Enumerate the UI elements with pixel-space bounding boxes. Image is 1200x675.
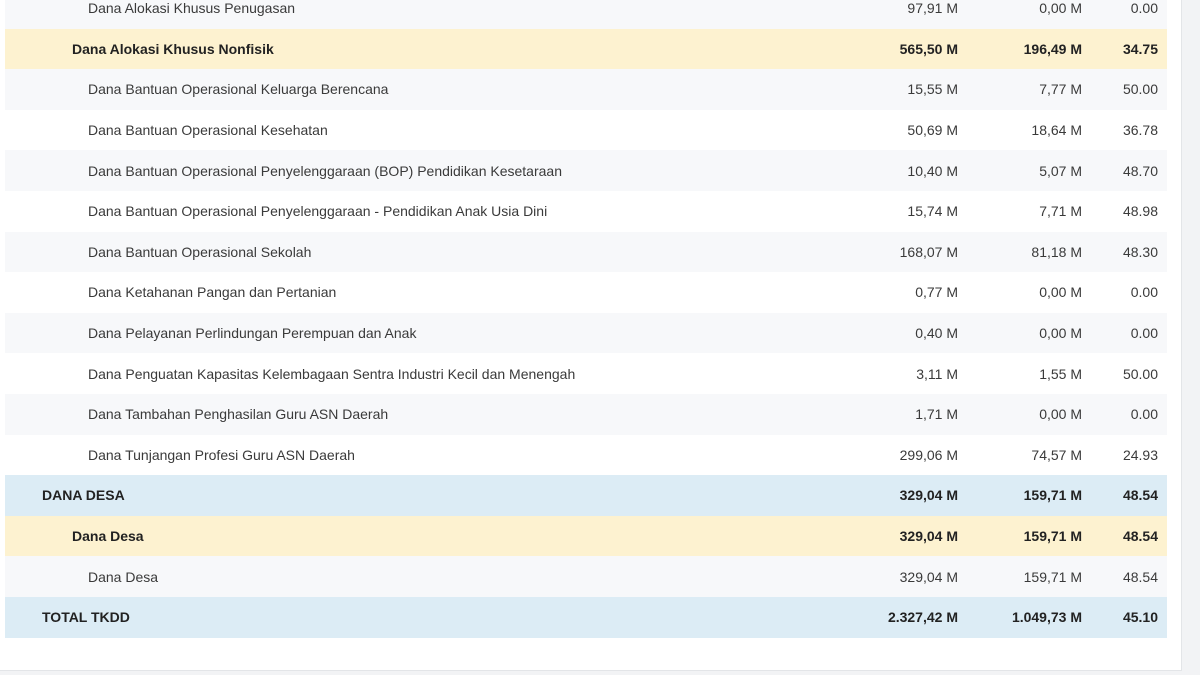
table-row xyxy=(5,394,1167,435)
row-persen: 48.98 xyxy=(1122,203,1158,220)
table-subgroup-row xyxy=(5,516,1167,557)
row-persen: 48.54 xyxy=(1122,568,1158,585)
row-pagu: 168,07 M xyxy=(899,243,958,260)
row-realisasi: 5,07 M xyxy=(1039,162,1082,179)
row-pagu: 299,06 M xyxy=(899,446,958,463)
row-persen: 34.75 xyxy=(1122,40,1158,57)
row-realisasi: 159,71 M xyxy=(1023,528,1082,545)
table-row xyxy=(5,353,1167,394)
row-pagu: 97,91 M xyxy=(907,0,958,17)
row-pagu: 10,40 M xyxy=(907,162,958,179)
row-pagu: 3,11 M xyxy=(916,365,958,382)
table-subgroup-row xyxy=(5,29,1167,70)
table-row xyxy=(5,110,1167,151)
row-realisasi: 18,64 M xyxy=(1031,122,1082,139)
row-pagu: 1,71 M xyxy=(915,406,958,423)
row-name: Dana Bantuan Operasional Kesehatan xyxy=(88,122,328,139)
row-persen: 48.70 xyxy=(1122,162,1158,179)
row-realisasi: 81,18 M xyxy=(1031,243,1082,260)
row-pagu: 329,04 M xyxy=(899,528,958,545)
row-realisasi: 0,00 M xyxy=(1039,284,1082,301)
row-pagu: 329,04 M xyxy=(899,487,958,504)
table-row xyxy=(5,191,1167,232)
table-group-row xyxy=(5,475,1167,516)
row-pagu: 2.327,42 M xyxy=(887,609,958,626)
table-row xyxy=(5,435,1167,476)
row-persen: 0.00 xyxy=(1130,0,1158,17)
row-name: Dana Bantuan Operasional Penyelenggaraan (BOP) Pendidikan Kesetaraan xyxy=(88,162,562,179)
row-persen: 48.54 xyxy=(1122,528,1158,545)
row-pagu: 0,77 M xyxy=(915,284,958,301)
table-row xyxy=(5,69,1167,110)
row-realisasi: 159,71 M xyxy=(1023,568,1082,585)
row-name: Dana Alokasi Khusus Nonfisik xyxy=(72,40,274,57)
row-persen: 50.00 xyxy=(1122,81,1158,98)
row-name: Dana Desa xyxy=(88,568,159,585)
row-name: TOTAL TKDD xyxy=(42,609,130,626)
row-realisasi: 0,00 M xyxy=(1039,406,1082,423)
row-pagu: 329,04 M xyxy=(899,568,958,585)
row-name: Dana Ketahanan Pangan dan Pertanian xyxy=(88,284,337,301)
row-pagu: 0,40 M xyxy=(915,325,958,342)
table-group-row xyxy=(5,597,1167,638)
row-pagu: 15,74 M xyxy=(907,203,958,220)
row-name: Dana Bantuan Operasional Keluarga Berencana xyxy=(88,81,389,98)
row-persen: 48.30 xyxy=(1122,243,1158,260)
row-name: DANA DESA xyxy=(42,487,125,504)
row-persen: 0.00 xyxy=(1130,284,1158,301)
table-row xyxy=(5,232,1167,273)
row-pagu: 50,69 M xyxy=(907,122,958,139)
row-realisasi: 74,57 M xyxy=(1031,446,1082,463)
row-name: Dana Pelayanan Perlindungan Perempuan dan Anak xyxy=(88,325,417,342)
row-persen: 0.00 xyxy=(1130,325,1158,342)
row-name: Dana Alokasi Khusus Penugasan xyxy=(88,0,296,17)
row-realisasi: 159,71 M xyxy=(1023,487,1082,504)
row-realisasi: 1.049,73 M xyxy=(1011,609,1082,626)
row-name: Dana Desa xyxy=(72,528,144,545)
row-persen: 36.78 xyxy=(1122,122,1158,139)
table-row xyxy=(5,150,1167,191)
row-name: Dana Tunjangan Profesi Guru ASN Daerah xyxy=(88,446,355,463)
row-realisasi: 7,77 M xyxy=(1039,81,1082,98)
row-name: Dana Bantuan Operasional Penyelenggaraan - Pendidikan Anak Usia Dini xyxy=(88,203,548,220)
row-persen: 0.00 xyxy=(1130,406,1158,423)
budget-table xyxy=(5,0,1167,638)
table-row xyxy=(5,313,1167,354)
row-pagu: 565,50 M xyxy=(899,40,958,57)
row-persen: 24.93 xyxy=(1122,446,1158,463)
row-persen: 50.00 xyxy=(1122,365,1158,382)
row-persen: 45.10 xyxy=(1122,609,1158,626)
row-realisasi: 7,71 M xyxy=(1039,203,1082,220)
row-pagu: 15,55 M xyxy=(907,81,958,98)
row-realisasi: 0,00 M xyxy=(1039,0,1082,17)
row-name: Dana Bantuan Operasional Sekolah xyxy=(88,243,312,260)
table-row xyxy=(5,272,1167,313)
row-realisasi: 1,55 M xyxy=(1039,365,1082,382)
table-row xyxy=(5,0,1167,29)
row-name: Dana Tambahan Penghasilan Guru ASN Daerah xyxy=(88,406,389,423)
row-realisasi: 0,00 M xyxy=(1039,325,1082,342)
row-name: Dana Penguatan Kapasitas Kelembagaan Sentra Industri Kecil dan Menengah xyxy=(88,365,576,382)
row-realisasi: 196,49 M xyxy=(1023,40,1082,57)
table-row xyxy=(5,556,1167,597)
row-persen: 48.54 xyxy=(1122,487,1158,504)
